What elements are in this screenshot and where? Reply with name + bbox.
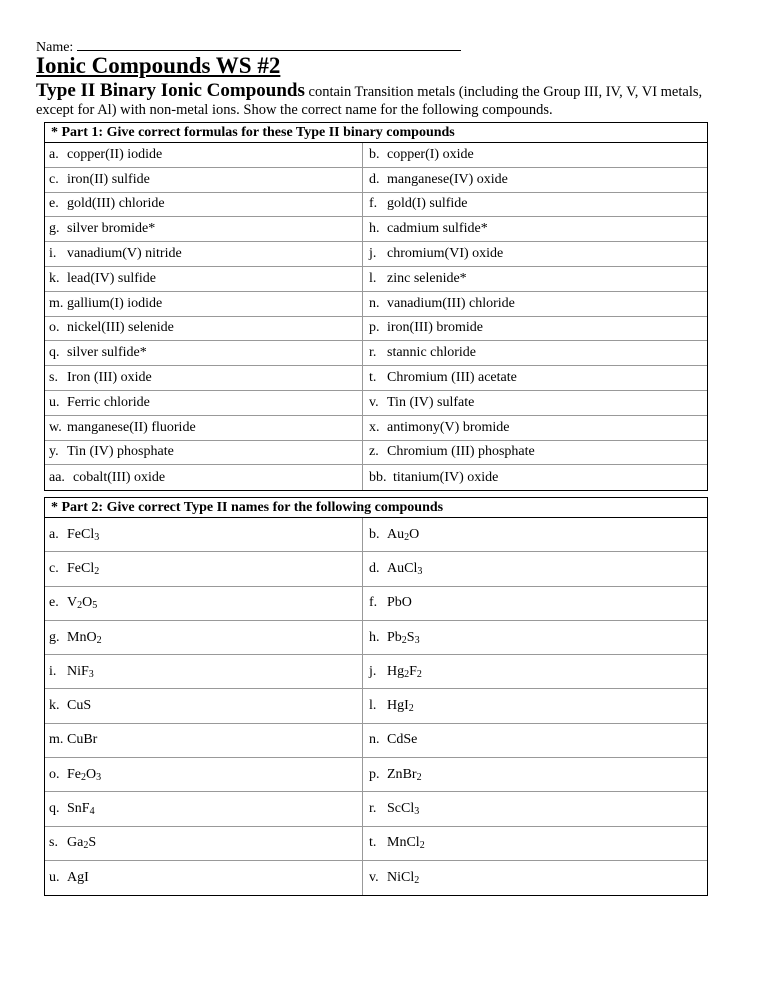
compound-name: Chromium (III) phosphate xyxy=(387,444,535,460)
compound-name: chromium(VI) oxide xyxy=(387,246,504,262)
item-letter: e. xyxy=(49,595,59,611)
compound-name: manganese(IV) oxide xyxy=(387,171,508,187)
item-letter: c. xyxy=(49,171,59,187)
part1-answer-cell[interactable] xyxy=(45,416,363,440)
item-letter: f. xyxy=(369,595,378,611)
part1-answer-cell[interactable] xyxy=(363,168,707,192)
item-letter: l. xyxy=(369,698,377,714)
compound-name: copper(II) iodide xyxy=(67,146,163,162)
part1-answer-cell[interactable] xyxy=(363,292,707,316)
compound-formula: CuS xyxy=(67,698,92,714)
item-letter: p. xyxy=(369,320,380,336)
part2-answer-cell[interactable] xyxy=(363,552,707,585)
part1-row xyxy=(45,267,707,292)
intro-heading: Type II Binary Ionic Compounds xyxy=(36,80,305,101)
compound-formula: $Au_2O$ xyxy=(387,526,420,543)
worksheet-title: Ionic Compounds WS #2 xyxy=(36,53,281,78)
item-letter: bb. xyxy=(369,469,387,485)
compound-formula: NiCl$_2$ xyxy=(387,870,420,887)
part1-answer-cell[interactable] xyxy=(45,267,363,291)
compound-name: Tin (IV) sulfate xyxy=(387,394,475,410)
part1-row xyxy=(45,317,707,342)
part1-row xyxy=(45,416,707,441)
part2-row xyxy=(45,655,707,689)
part2-answer-cell[interactable] xyxy=(363,689,707,722)
item-letter: j. xyxy=(369,663,377,679)
compound-name: silver bromide* xyxy=(67,221,156,237)
compound-formula: AgI xyxy=(67,870,89,886)
compound-name: Tin (IV) phosphate xyxy=(67,444,174,460)
item-letter: a. xyxy=(49,526,59,542)
part2-rows xyxy=(45,518,707,895)
item-letter: d. xyxy=(369,560,380,576)
compound-name: Chromium (III) acetate xyxy=(387,370,517,386)
part1-row xyxy=(45,242,707,267)
part1-answer-cell[interactable] xyxy=(363,317,707,341)
compound-name: vanadium(III) chloride xyxy=(387,295,515,311)
compound-name: antimony(V) bromide xyxy=(387,419,510,435)
part2-row xyxy=(45,518,707,552)
compound-name: titanium(IV) oxide xyxy=(393,469,499,485)
compound-name: silver sulfide* xyxy=(67,345,147,361)
item-letter: q. xyxy=(49,801,60,817)
compound-formula: FeCl$_3$ xyxy=(67,526,100,543)
compound-name: nickel(III) selenide xyxy=(67,320,174,336)
compound-name: zinc selenide* xyxy=(387,270,467,286)
item-letter: t. xyxy=(369,835,377,851)
compound-name: Iron (III) oxide xyxy=(67,370,152,386)
part2-answer-cell[interactable] xyxy=(45,621,363,654)
item-letter: m. xyxy=(49,295,64,311)
item-letter: f. xyxy=(369,196,378,212)
compound-formula: $Ga_2S$ xyxy=(67,835,97,852)
compound-formula: $Pb_2S_3$ xyxy=(387,629,420,646)
compound-formula: MnCl$_2$ xyxy=(387,835,425,852)
item-letter: g. xyxy=(49,221,60,237)
compound-name: vanadium(V) nitride xyxy=(67,246,182,262)
part1-answer-cell[interactable] xyxy=(45,193,363,217)
item-letter: d. xyxy=(369,171,380,187)
part1-answer-cell[interactable] xyxy=(45,341,363,365)
part1-answer-cell[interactable] xyxy=(363,441,707,465)
part1-row xyxy=(45,143,707,168)
intro-text: contain Transition metals (including the Group III, IV, V, VI metals, except for Al) with non-metal ions. Show the correct name for the following compounds. xyxy=(36,84,703,118)
compound-name: gold(I) sulfide xyxy=(387,196,468,212)
compound-formula: FeCl$_2$ xyxy=(67,560,100,577)
item-letter: n. xyxy=(369,295,380,311)
item-letter: b. xyxy=(369,146,380,162)
item-letter: j. xyxy=(369,246,377,262)
part1-row xyxy=(45,217,707,242)
part1-answer-cell[interactable] xyxy=(45,143,363,167)
item-letter: q. xyxy=(49,345,60,361)
item-letter: l. xyxy=(369,270,377,286)
part2-title: * Part 2: Give correct Type II names for the following compounds xyxy=(45,498,707,518)
part1-answer-cell[interactable] xyxy=(363,143,707,167)
item-letter: v. xyxy=(369,870,379,886)
item-letter: k. xyxy=(49,270,60,286)
compound-name: copper(I) oxide xyxy=(387,146,474,162)
part1-answer-cell[interactable] xyxy=(45,465,363,490)
part2-answer-cell[interactable] xyxy=(363,587,707,620)
item-letter: r. xyxy=(369,345,377,361)
item-letter: h. xyxy=(369,221,380,237)
part1-answer-cell[interactable] xyxy=(45,317,363,341)
part2-answer-cell[interactable] xyxy=(45,552,363,585)
part1-table xyxy=(44,122,708,491)
part2-row xyxy=(45,689,707,723)
part1-answer-cell[interactable] xyxy=(363,391,707,415)
compound-name: manganese(II) fluoride xyxy=(67,419,196,435)
part1-answer-cell[interactable] xyxy=(45,441,363,465)
name-blank-field[interactable] xyxy=(77,36,461,51)
item-letter: h. xyxy=(369,629,380,645)
item-letter: n. xyxy=(369,732,380,748)
part2-answer-cell[interactable] xyxy=(363,518,707,551)
compound-formula: PbO xyxy=(387,595,412,611)
part1-title: * Part 1: Give correct formulas for these Type II binary compounds xyxy=(45,123,707,143)
part2-row xyxy=(45,758,707,792)
part2-row xyxy=(45,587,707,621)
part2-row xyxy=(45,792,707,826)
part2-answer-cell[interactable] xyxy=(45,792,363,825)
part1-row xyxy=(45,441,707,466)
item-letter: w. xyxy=(49,419,62,435)
compound-formula: $V_2O_5$ xyxy=(67,595,98,612)
part1-answer-cell[interactable] xyxy=(45,168,363,192)
compound-name: gold(III) chloride xyxy=(67,196,165,212)
compound-formula: $Hg_2F_2$ xyxy=(387,663,422,680)
part1-answer-cell[interactable] xyxy=(45,366,363,390)
compound-name: iron(III) bromide xyxy=(387,320,484,336)
part1-row xyxy=(45,193,707,218)
compound-formula: ScCl$_3$ xyxy=(387,801,420,818)
part2-answer-cell[interactable] xyxy=(45,724,363,757)
part1-answer-cell[interactable] xyxy=(363,341,707,365)
part1-answer-cell[interactable] xyxy=(363,366,707,390)
item-letter: s. xyxy=(49,835,58,851)
compound-formula: $Fe_2O_3$ xyxy=(67,766,102,783)
part2-answer-cell[interactable] xyxy=(363,724,707,757)
part2-table xyxy=(44,497,708,896)
item-letter: v. xyxy=(369,394,379,410)
item-letter: g. xyxy=(49,629,60,645)
part1-answer-cell[interactable] xyxy=(363,242,707,266)
part2-row xyxy=(45,621,707,655)
item-letter: r. xyxy=(369,801,377,817)
part1-rows xyxy=(45,143,707,490)
compound-formula: MnO$_2$ xyxy=(67,629,102,646)
intro-paragraph xyxy=(36,82,736,119)
item-letter: o. xyxy=(49,320,60,336)
part2-answer-cell[interactable] xyxy=(363,827,707,860)
compound-formula: AuCl$_3$ xyxy=(387,560,423,577)
compound-name: lead(IV) sulfide xyxy=(67,270,157,286)
name-label: Name: xyxy=(36,40,74,55)
item-letter: k. xyxy=(49,698,60,714)
compound-formula: CuBr xyxy=(67,732,98,748)
part1-row xyxy=(45,292,707,317)
compound-name: gallium(I) iodide xyxy=(67,295,163,311)
part2-row xyxy=(45,827,707,861)
part2-answer-cell[interactable] xyxy=(363,792,707,825)
part1-answer-cell[interactable] xyxy=(45,292,363,316)
part2-answer-cell[interactable] xyxy=(363,861,707,895)
part2-answer-cell[interactable] xyxy=(45,655,363,688)
part2-answer-cell[interactable] xyxy=(45,861,363,895)
part1-row xyxy=(45,465,707,490)
part1-answer-cell[interactable] xyxy=(363,465,707,490)
item-letter: y. xyxy=(49,444,59,460)
part2-answer-cell[interactable] xyxy=(45,587,363,620)
part2-answer-cell[interactable] xyxy=(45,758,363,791)
compound-name: cobalt(III) oxide xyxy=(73,469,166,485)
item-letter: aa. xyxy=(49,469,65,485)
compound-formula: NiF$_3$ xyxy=(67,663,94,680)
part1-answer-cell[interactable] xyxy=(363,267,707,291)
item-letter: i. xyxy=(49,663,57,679)
part1-answer-cell[interactable] xyxy=(363,416,707,440)
item-letter: e. xyxy=(49,196,59,212)
part2-row xyxy=(45,552,707,586)
item-letter: u. xyxy=(49,870,60,886)
compound-name: cadmium sulfide* xyxy=(387,221,488,237)
item-letter: z. xyxy=(369,444,379,460)
item-letter: t. xyxy=(369,370,377,386)
compound-name: iron(II) sulfide xyxy=(67,171,150,187)
part1-row xyxy=(45,391,707,416)
compound-formula: ZnBr$_2$ xyxy=(387,766,422,783)
compound-formula: CdSe xyxy=(387,732,418,748)
compound-name: stannic chloride xyxy=(387,345,477,361)
item-letter: c. xyxy=(49,560,59,576)
part2-answer-cell[interactable] xyxy=(45,827,363,860)
compound-formula: HgI$_2$ xyxy=(387,698,414,715)
part2-row xyxy=(45,861,707,895)
compound-formula: SnF$_4$ xyxy=(67,801,95,818)
part1-answer-cell[interactable] xyxy=(45,217,363,241)
item-letter: o. xyxy=(49,766,60,782)
part1-answer-cell[interactable] xyxy=(363,193,707,217)
compound-name: Ferric chloride xyxy=(67,394,150,410)
item-letter: u. xyxy=(49,394,60,410)
item-letter: b. xyxy=(369,526,380,542)
part1-row xyxy=(45,168,707,193)
part2-row xyxy=(45,724,707,758)
item-letter: i. xyxy=(49,246,57,262)
part2-answer-cell[interactable] xyxy=(363,655,707,688)
item-letter: p. xyxy=(369,766,380,782)
part1-answer-cell[interactable] xyxy=(45,242,363,266)
item-letter: m. xyxy=(49,732,64,748)
part2-answer-cell[interactable] xyxy=(45,689,363,722)
part2-answer-cell[interactable] xyxy=(363,621,707,654)
part2-answer-cell[interactable] xyxy=(363,758,707,791)
part1-answer-cell[interactable] xyxy=(45,391,363,415)
item-letter: s. xyxy=(49,370,58,386)
item-letter: x. xyxy=(369,419,380,435)
part1-row xyxy=(45,341,707,366)
item-letter: a. xyxy=(49,146,59,162)
part1-answer-cell[interactable] xyxy=(363,217,707,241)
part2-answer-cell[interactable] xyxy=(45,518,363,551)
part1-row xyxy=(45,366,707,391)
